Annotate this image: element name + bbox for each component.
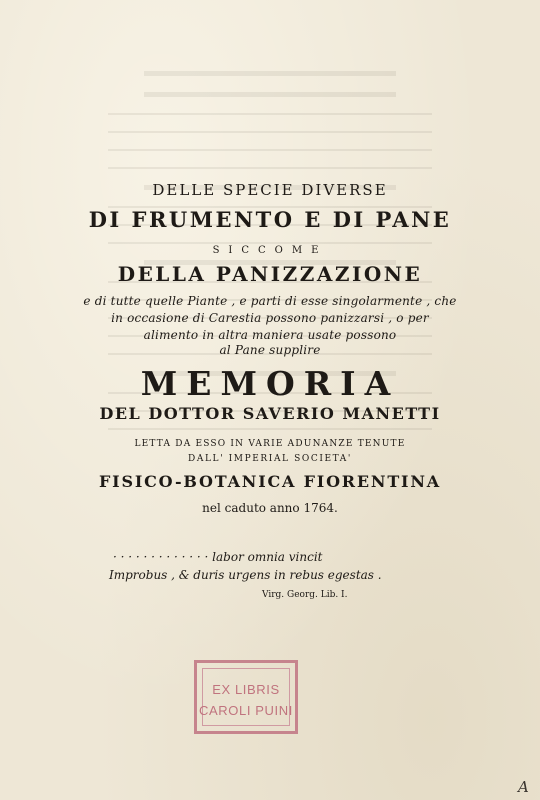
stamp-line-owner: CAROLI PUINI (199, 703, 293, 718)
epigraph-line-1: · · · · · · · · · · · · · labor omnia vincit (113, 550, 323, 564)
epigraph-citation: Virg. Georg. Lib. I. (262, 590, 348, 600)
epigraph-line-2: Improbus , & duris urgens in rebus egestas . (109, 568, 382, 582)
year-line: nel caduto anno 1764. (202, 501, 338, 515)
stamp-line-ex-libris: EX LIBRIS (212, 682, 280, 697)
corner-handwritten-mark: A (518, 778, 529, 796)
society-line: DALL' IMPERIAL SOCIETA' (188, 454, 352, 464)
academy-line: FISICO-BOTANICA FIORENTINA (99, 472, 441, 491)
title-line-panizzazione: DELLA PANIZZAZIONE (117, 262, 423, 286)
title-line-siccome: SICCOME (212, 245, 328, 256)
read-by-line: LETTA DA ESSO IN VARIE ADUNANZE TENUTE (134, 439, 406, 449)
subtitle-line-1: e di tutte quelle Piante , e parti di esse singolarmente , che (83, 294, 457, 308)
subtitle-line-3: alimento in altra maniera usate possono (143, 328, 397, 342)
title-line-species: DELLE SPECIE DIVERSE (152, 181, 388, 199)
ex-libris-stamp (194, 660, 298, 734)
memoria-heading: MEMORIA (140, 364, 400, 403)
author-line: DEL DOTTOR SAVERIO MANETTI (99, 404, 441, 423)
subtitle-line-2: in occasione di Carestia possono panizzarsi , o per (111, 311, 429, 325)
subtitle-line-4: al Pane supplire (219, 343, 321, 357)
title-line-grain-bread: DI FRUMENTO E DI PANE (88, 207, 452, 232)
